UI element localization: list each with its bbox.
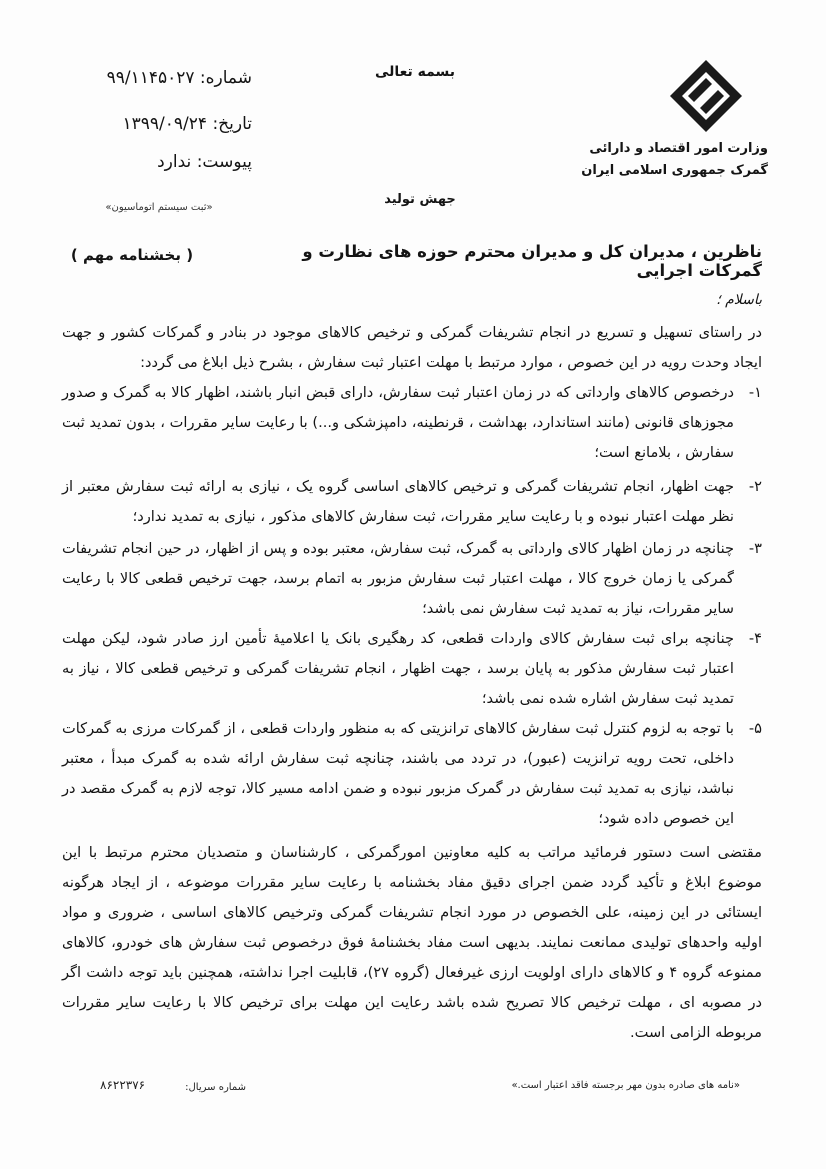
- list-item-text: با توجه به لزوم کنترل ثبت سفارش کالاهای ترانزیتی که به منظور واردات قطعی ، از گمرکات مرزی به گمرکات داخلی، تحت رویه ترانزیت (عبور)، در تردد می باشند، چنانچه ثبت سفارش ارائه شده به گمرک مبدأ ، معتبر نباشد، نیازی به تمدید ثبت سفارش در گمرک مزبور نبوده و ضمن ادامه مسیر کالا، توجه لازم به گمرک مقصد در این خصوص داده شود؛: [62, 720, 734, 827]
- intro-paragraph: در راستای تسهیل و تسریع در انجام تشریفات گمرکی و ترخیص کالاهای موجود در بنادر و گمرکات کشور و جهت ایجاد وحدت رویه در این خصوص ، موارد مرتبط با مهلت اعتبار ثبت سفارش ، بشرح ذیل ابلاغ می گردد:: [62, 324, 762, 371]
- list-item: [62, 378, 762, 468]
- footer: [100, 1076, 740, 1098]
- letter-number: [62, 66, 252, 90]
- list-item-text: درخصوص کالاهای وارداتی که در زمان اعتبار ثبت سفارش، دارای قبض انبار باشند، اظهار کالا به گمرک و صدور مجوزهای قانونی (مانند استاندارد، بهداشت ، قرنطینه، دامپزشکی و...) با رعایت سایر مقررات ، بدون تمدید ثبت سفارش ، بلامانع است؛: [62, 384, 734, 461]
- basmala: بسمه تعالی: [374, 64, 456, 80]
- letter-title: ناظرین ، مدیران کل و مدیران محترم حوزه های نظارت و گمرکات اجرایی: [302, 242, 762, 280]
- ministry-block: [568, 138, 768, 182]
- list-item-number: ۴-: [748, 630, 762, 647]
- serial-value: ۸۶۲۲۳۷۶: [100, 1078, 146, 1092]
- list-item-text: جهت اظهار، انجام تشریفات گمرکی و ترخیص کالاهای اساسی گروه یک ، نیازی به ارائه ثبت سفارش معتبر از نظر مهلت اعتبار نبوده و با رعایت سایر مقررات، ثبت سفارش کالاهای مذکور ، نیازی به تمدید ندارد؛: [62, 478, 734, 525]
- serial-label: شماره سریال:: [185, 1082, 246, 1093]
- footer-note: «نامه های صادره بدون مهر برجسته فاقد اعتبار است.»: [511, 1080, 740, 1091]
- list-item-number: ۱-: [748, 384, 762, 401]
- letter-attachment-value: ندارد: [157, 152, 192, 172]
- customs-emblem-icon: [668, 58, 744, 134]
- letter-date: [62, 112, 252, 136]
- letter-date-label: تاریخ:: [212, 114, 252, 134]
- list-item-number: ۵-: [748, 720, 762, 737]
- list-item: [62, 534, 762, 624]
- list-item: [62, 472, 762, 532]
- ministry-line-2: گمرک جمهوری اسلامی ایران: [581, 163, 768, 178]
- list-item-number: ۳-: [748, 540, 762, 557]
- letter-attachment: [62, 150, 252, 174]
- letter-date-value: ۱۳۹۹/۰۹/۲۴: [122, 114, 208, 134]
- list-item: [62, 714, 762, 834]
- closing-paragraph: مقتضی است دستور فرمائید مراتب به کلیه معاونین امورگمرکی ، کارشناسان و متصدیان محترم مرتبط با این موضوع ابلاغ و تأکید گردد ضمن اجرای دقیق مفاد بخشنامه با رعایت سایر مقررات موضوعه ، از ایجاد هرگونه ایستائی در این زمینه، علی الخصوص در مورد انجام تشریفات گمرکی وترخیص کالاهای اساسی ، ضروری و مواد اولیه واحدهای تولیدی ممانعت نمایند. بدیهی است مفاد بخشنامهٔ فوق درخصوص ثبت سفارش های خودرو، کالاهای ممنوعه گروه ۴ و کالاهای دارای اولویت ارزی غیرفعال (گروه ۲۷)، قابلیت اجرا نداشته، همچنین باید توجه داشت اگر در مصوبه ای ، مهلت ترخیص کالا تصریح شده باشد رعایت این مهلت برای ترخیص کالا با رعایت سایر مقررات مربوطه الزامی است.: [62, 844, 762, 1041]
- recipient-short: جهش تولید: [384, 192, 456, 207]
- letter-number-label: شماره:: [199, 68, 252, 88]
- ministry-line-1: وزارت امور اقتصاد و دارائی: [589, 141, 768, 156]
- list-item: [62, 624, 762, 714]
- automation-note: «ثبت سیستم اتوماسیون»: [105, 202, 213, 213]
- list-item-number: ۲-: [748, 478, 762, 495]
- list-item-text: چنانچه برای ثبت سفارش کالای واردات قطعی، کد رهگیری بانک یا اعلامیهٔ تأمین ارز صادر شود، لیکن مهلت اعتبار ثبت سفارش مذکور به پایان برسد ، جهت اظهار ، انجام تشریفات گمرکی و ترخیص قطعی کالا ، نیاز به تمدید ثبت سفارش اشاره شده نمی باشد؛: [62, 630, 734, 707]
- list-item-text: چنانچه در زمان اظهار کالای وارداتی به گمرک، ثبت سفارش، معتبر بوده و پس از اظهار، در حین انجام تشریفات گمرکی یا زمان خروج کالا ، مهلت اعتبار ثبت سفارش مزبور به اتمام برسد، جهت ترخیص قطعی کالا با رعایت سایر مقررات، نیاز به تمدید ثبت سفارش نمی باشد؛: [62, 540, 734, 617]
- letter-attachment-label: پیوست:: [196, 152, 252, 172]
- letter-number-value: ۹۹/۱۱۴۵۰۲۷: [106, 68, 195, 88]
- circular-tag: ( بخشنامه مهم ): [70, 246, 194, 264]
- greeting: باسلام ؛: [716, 292, 762, 308]
